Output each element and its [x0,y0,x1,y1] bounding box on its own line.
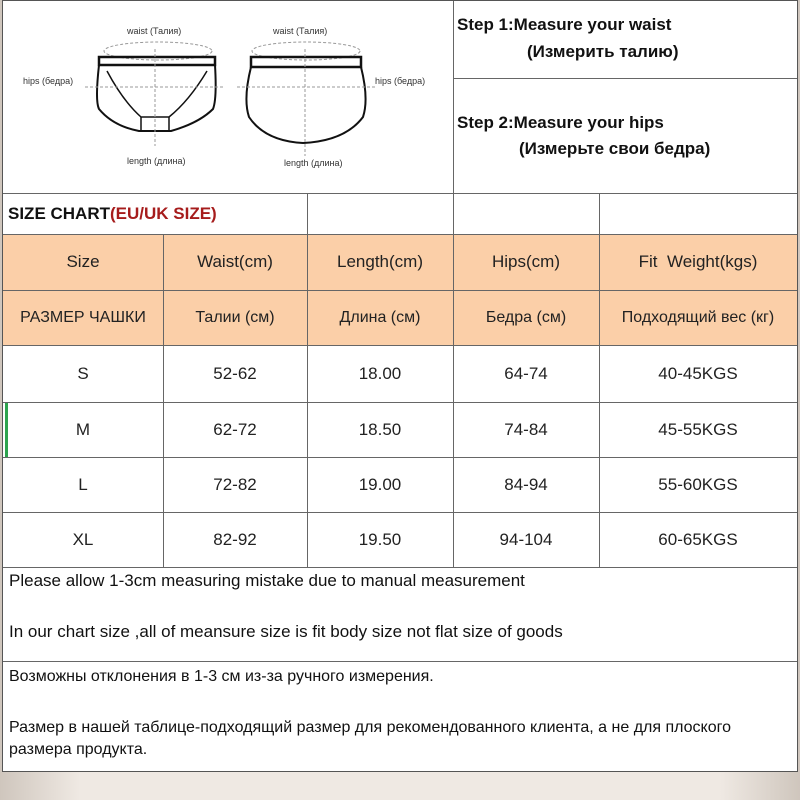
header-hips-ru: Бедра (см) [485,308,567,326]
cell-length: 19.50 [358,529,402,549]
note-en-2: In our chart size ,all of meansure size is fit body size not flat size of goods [9,622,563,641]
cell-hips: 64-74 [504,364,548,383]
cell-size: L [78,474,88,494]
header-weight: Fit Weight(kgs) [638,252,758,271]
divider [3,193,797,194]
cell-waist: 82-92 [213,529,257,549]
back-length-label: length (длина) [284,158,343,168]
cell-length: 18.00 [358,364,402,383]
divider [3,345,797,346]
front-brief-drawing [85,42,225,146]
note-ru-2: Размер в нашей таблице-подходящий размер для рекомендованного клиента, а не для плоского размера продукта. [9,719,732,758]
cell-size: S [77,364,89,383]
header-length-ru: Длина (см) [339,308,421,326]
front-length-label: length (длина) [127,156,186,166]
header-weight-ru: Подходящий вес (кг) [621,308,775,326]
header-waist: Waist(cm) [197,252,273,271]
cell-hips: 74-84 [504,419,548,439]
divider [3,567,797,568]
header-length: Length(cm) [337,252,423,271]
step2-ru-text: (Измерьте свои бедра) [519,139,711,158]
cell-hips: 84-94 [504,474,548,494]
header-waist-ru: Талии (см) [195,308,275,326]
step2-text: Step 2:Measure your hips [457,113,664,132]
cell-size: XL [72,529,94,549]
cell-weight: 40-45KGS [658,364,738,383]
divider [3,661,797,662]
step1-text: Step 1:Measure your waist [457,15,672,34]
chart-title [8,204,217,224]
cell-size: M [75,419,91,439]
divider [3,457,797,458]
row-highlight-marker [5,403,8,457]
step1-ru-text: (Измерить талию) [527,42,679,61]
divider [599,193,600,567]
back-brief-drawing [237,42,375,156]
back-hips-label: hips (бедра) [375,76,426,86]
divider [3,512,797,513]
divider [453,78,797,79]
note-en-1: Please allow 1-3cm measuring mistake due to manual measurement [9,571,525,590]
cell-weight: 55-60KGS [658,474,738,494]
cell-length: 18.50 [358,419,402,439]
divider [163,234,164,567]
header-size: Size [66,252,100,271]
header-hips: Hips(cm) [492,252,560,271]
cell-waist: 62-72 [213,419,257,439]
cell-waist: 72-82 [213,474,257,494]
divider [307,193,308,567]
size-chart-sheet [2,0,798,772]
divider [3,234,797,235]
header-size-ru: РАЗМЕР ЧАШКИ [20,308,146,326]
cell-length: 19.00 [358,474,402,494]
front-hips-label: hips (бедра) [23,76,74,86]
divider [453,1,454,567]
cell-weight: 45-55KGS [658,419,738,439]
chart-title-main: SIZE CHART [8,204,110,223]
back-waist-label: waist (Талия) [273,26,328,36]
measurement-figure [3,1,453,191]
front-waist-label: waist (Талия) [127,26,182,36]
cell-waist: 52-62 [213,364,257,383]
chart-title-sub: (EU/UK SIZE) [110,204,217,223]
cell-hips: 94-104 [499,529,553,549]
divider [3,402,797,403]
cell-weight: 60-65KGS [658,529,738,549]
note-ru-1: Возможны отклонения в 1-3 см из-за ручного измерения. [9,668,434,685]
divider [3,290,797,291]
